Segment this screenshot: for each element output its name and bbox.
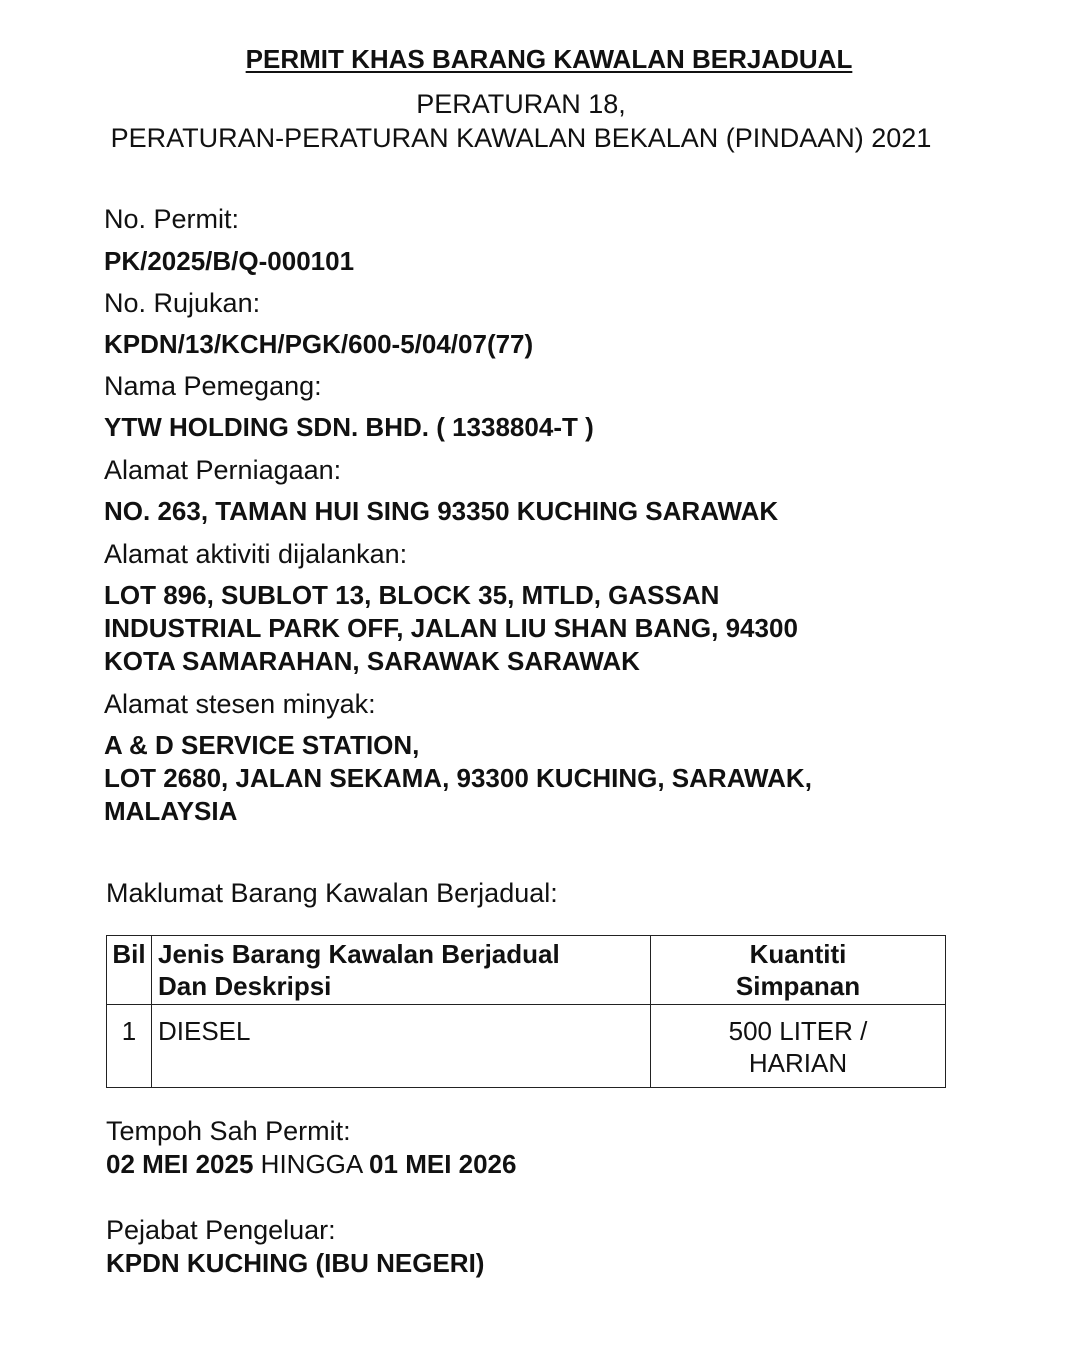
activity-address-line: INDUSTRIAL PARK OFF, JALAN LIU SHAN BANG, 94300 — [104, 613, 798, 643]
validity-start: 02 MEI 2025 — [106, 1149, 254, 1179]
validity-end: 01 MEI 2026 — [369, 1149, 517, 1179]
reference-label: No. Rujukan: — [104, 288, 261, 318]
station-address-line: MALAYSIA — [104, 796, 238, 826]
activity-address-value — [104, 579, 798, 678]
goods-table — [106, 935, 946, 1088]
row-quantity: 500 LITER / HARIAN — [651, 1005, 946, 1088]
row-type: DIESEL — [152, 1005, 651, 1088]
business-address-value: NO. 263, TAMAN HUI SING 93350 KUCHING SARAWAK — [104, 496, 779, 526]
holder-value: YTW HOLDING SDN. BHD. ( 1338804-T ) — [104, 412, 594, 442]
column-header-quantity: Kuantiti Simpanan — [651, 936, 946, 1005]
table-row — [107, 1005, 946, 1088]
column-header-no: Bil — [107, 936, 152, 1005]
activity-address-line: KOTA SAMARAHAN, SARAWAK SARAWAK — [104, 646, 640, 676]
permit-no-label: No. Permit: — [104, 204, 240, 234]
row-no: 1 — [107, 1005, 152, 1088]
column-header-type: Jenis Barang Kawalan Berjadual Dan Deskripsi — [152, 936, 651, 1005]
validity-period — [106, 1148, 516, 1180]
issuer-label: Pejabat Pengeluar: — [106, 1215, 336, 1245]
activity-address-line: LOT 896, SUBLOT 13, BLOCK 35, MTLD, GASSAN — [104, 580, 720, 610]
regulation-name: PERATURAN-PERATURAN KAWALAN BEKALAN (PINDAAN) 2021 — [110, 123, 932, 153]
validity-connector: HINGGA — [260, 1149, 362, 1179]
issuer-value: KPDN KUCHING (IBU NEGERI) — [106, 1248, 485, 1278]
validity-label: Tempoh Sah Permit: — [106, 1116, 351, 1146]
table-header-row — [107, 936, 946, 1005]
station-address-line: LOT 2680, JALAN SEKAMA, 93300 KUCHING, SARAWAK, — [104, 763, 812, 793]
regulation-line: PERATURAN 18, — [416, 89, 626, 119]
holder-label: Nama Pemegang: — [104, 371, 322, 401]
reference-value: KPDN/13/KCH/PGK/600-5/04/07(77) — [104, 329, 534, 359]
activity-address-label: Alamat aktiviti dijalankan: — [104, 539, 408, 569]
permit-no-value: PK/2025/B/Q-000101 — [104, 246, 355, 276]
station-address-line: A & D SERVICE STATION, — [104, 730, 420, 760]
station-address-label: Alamat stesen minyak: — [104, 689, 376, 719]
document-title: PERMIT KHAS BARANG KAWALAN BERJADUAL — [245, 44, 853, 74]
goods-section-label: Maklumat Barang Kawalan Berjadual: — [106, 878, 558, 908]
business-address-label: Alamat Perniagaan: — [104, 455, 342, 485]
station-address-value — [104, 729, 812, 828]
